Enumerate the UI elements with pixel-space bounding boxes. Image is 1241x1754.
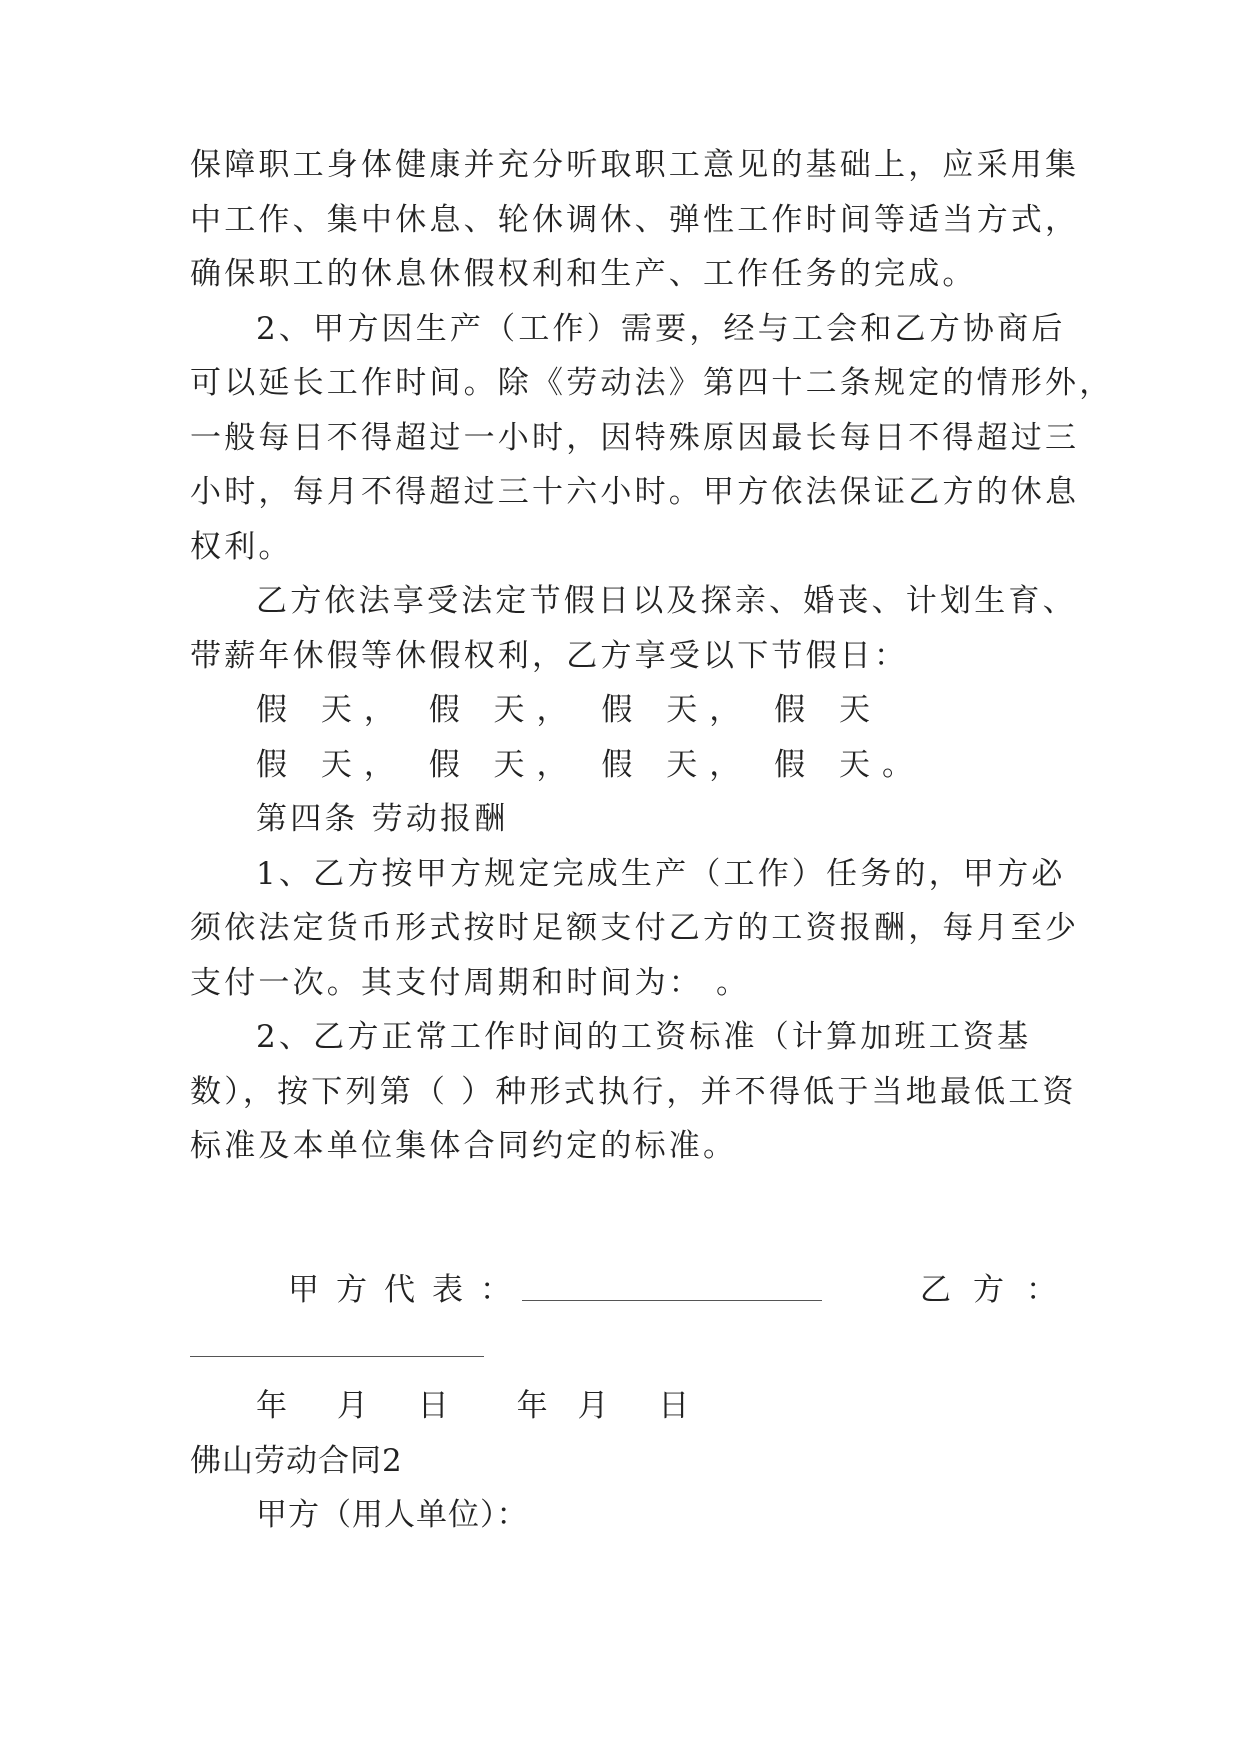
paragraph-line: 须依法定货币形式按时足额支付乙方的工资报酬，每月至少: [190, 910, 1080, 946]
party-a-signature-blank[interactable]: [522, 1300, 822, 1301]
paragraph-line: 支付一次。其支付周期和时间为： 。: [190, 965, 751, 1001]
signature-date-line: [256, 1386, 689, 1426]
party-b-signature-label: 乙方：: [920, 1272, 1079, 1308]
paragraph-line: 标准及本单位集体合同约定的标准。: [190, 1128, 738, 1164]
paragraph-line: 数），按下列第（ ）种形式执行，并不得低于当地最低工资: [190, 1074, 1077, 1110]
paragraph-line: 带薪年休假等休假权利，乙方享受以下节假日：: [190, 638, 909, 674]
date-day: 日: [658, 1388, 690, 1424]
date-month: 月: [336, 1388, 368, 1424]
paragraph-line: 中工作、集中休息、轮休调休、弹性工作时间等适当方式，: [190, 202, 1080, 238]
party-a-signature-label: 甲方代表：: [288, 1272, 528, 1308]
paragraph-line: 乙方依法享受法定节假日以及探亲、婚丧、计划生育、: [256, 583, 1077, 619]
paragraph-line: 小时，每月不得超过三十六小时。甲方依法保证乙方的休息: [190, 474, 1080, 510]
article-heading: 第四条 劳动报酬: [256, 801, 509, 837]
paragraph-line: 2、甲方因生产（工作）需要，经与工会和乙方协商后: [256, 311, 1066, 347]
paragraph-line: 一般每日不得超过一小时，因特殊原因最长每日不得超过三: [190, 420, 1080, 456]
date-year: 年: [256, 1388, 287, 1424]
date-month: 月: [577, 1388, 609, 1424]
party-b-signature-blank[interactable]: [190, 1356, 484, 1357]
paragraph-line: 保障职工身体健康并充分听取职工意见的基础上，应采用集: [190, 147, 1080, 183]
paragraph-line: 确保职工的休息休假权利和生产、工作任务的完成。: [190, 256, 977, 292]
contract-title: 佛山劳动合同2: [190, 1443, 403, 1479]
paragraph-line: 权利。: [190, 529, 293, 565]
paragraph-line: 1、乙方按甲方规定完成生产（工作）任务的，甲方必: [256, 856, 1066, 892]
date-day: 日: [417, 1388, 449, 1424]
holiday-line: 假 天， 假 天， 假 天， 假 天: [256, 692, 882, 728]
paragraph-line: 2、乙方正常工作时间的工资标准（计算加班工资基: [256, 1019, 1032, 1055]
party-a-line: 甲方（用人单位）：: [256, 1497, 529, 1533]
date-year: 年: [516, 1388, 548, 1424]
holiday-line: 假 天， 假 天， 假 天， 假 天。: [256, 747, 925, 783]
paragraph-line: 可以延长工作时间。除《劳动法》第四十二条规定的情形外，: [190, 365, 1114, 401]
